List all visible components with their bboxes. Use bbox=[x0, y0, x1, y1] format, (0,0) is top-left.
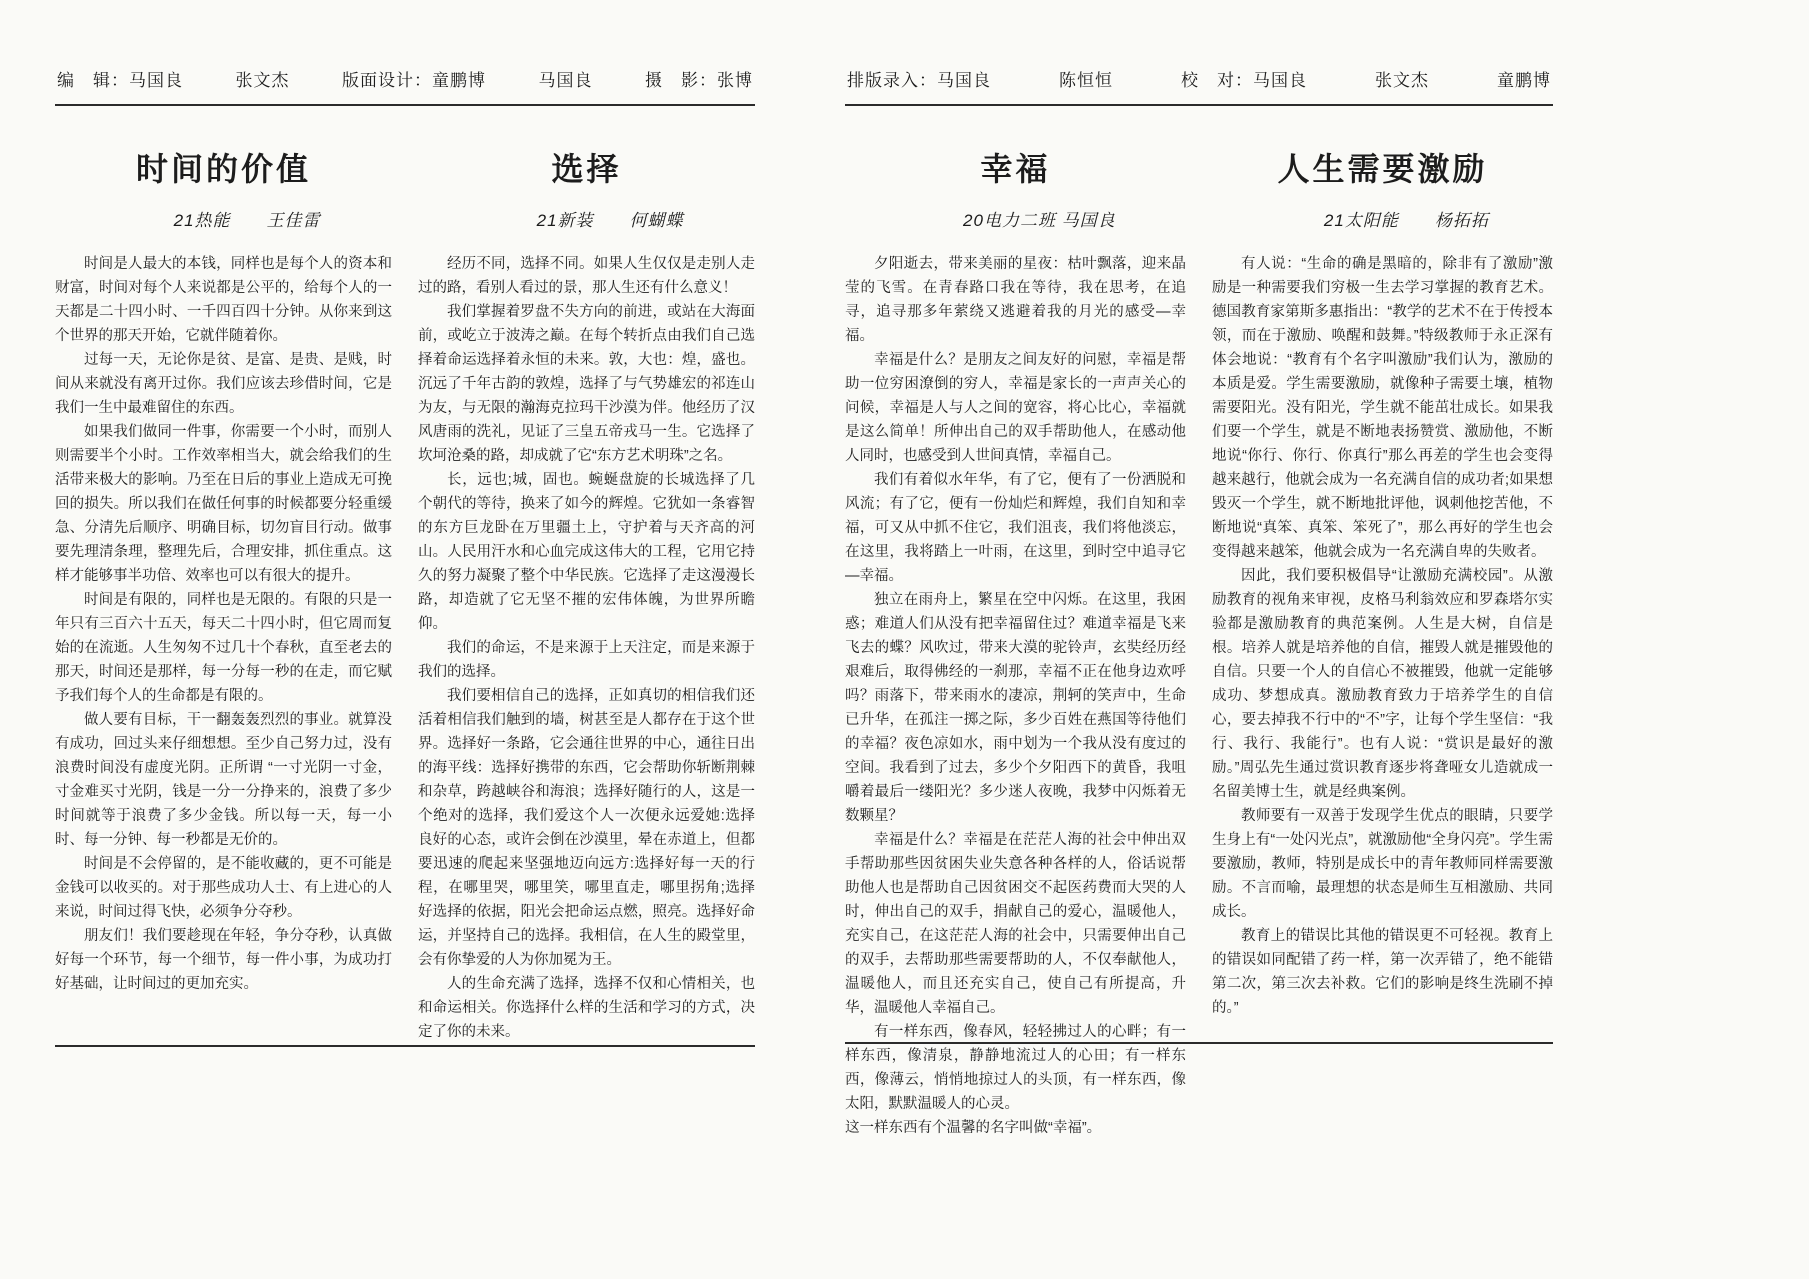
header-credit: 陈恒恒 bbox=[1059, 71, 1113, 90]
article-time-value bbox=[55, 106, 392, 1044]
paragraph: 有一样东西，像春风，轻轻拂过人的心畔；有一样东西，像清泉，静静地流过人的心田；有一样东西，像薄云，悄悄地掠过人的头顶，有一样东西，像太阳，默默温暖人的心灵。 bbox=[845, 1024, 1186, 1112]
paragraph: 教育上的错误比其他的错误更不可轻视。教育上的错误如同配错了药一样，第一次弄错了，绝不能错第二次，第三次去补救。它们的影响是终生洗刷不掉的。” bbox=[1212, 928, 1553, 1016]
article-title: 选择 bbox=[551, 151, 622, 187]
paragraph: 有人说：“生命的确是黑暗的，除非有了激励”激励是一种需要我们穷极一生去学习掌握的教育艺术。德国教育家第斯多惠指出：“教学的艺术不在于传授本领，而在于激励、唤醒和鼓舞。”特级教师于永正深有体会地说：“教育有个名字叫激励”我们认为，激励的本质是爱。学生需要激励，就像种子需要土壤，植物需要阳光。没有阳光，学生就不能茁壮成长。如果我们要一个学生，就是不断地表扬赞赏、激励他，不断地说“你行、你行、你真行”那么再差的学生也会变得越来越行，他就会成为一名充满自信的成功者;如果想毁灭一个学生，就不断地批评他，讽刺他挖苦他，不断地说“真笨、真笨、笨死了”，那么再好的学生也会变得越来越笨，他就会成为一名充满自卑的失败者。 bbox=[1212, 256, 1553, 560]
article-happiness bbox=[845, 106, 1186, 1140]
header-credit: 张文杰 bbox=[1375, 71, 1429, 90]
header-credit: 童鹏博 bbox=[1497, 71, 1551, 90]
article-title: 幸福 bbox=[980, 151, 1051, 187]
paragraph: 幸福是什么？是朋友之间友好的问慰，幸福是帮助一位穷困潦倒的穷人，幸福是家长的一声声关心的问候，幸福是人与人之间的宽容，将心比心，幸福就是这么简单！所伸出自己的双手帮助他人，在感动他人同时，也感受到人世间真情，幸福自己。 bbox=[845, 352, 1186, 464]
newspaper-page-right bbox=[845, 58, 1553, 1136]
paragraph: 教师要有一双善于发现学生优点的眼睛，只要学生身上有“一处闪光点”，就激励他“全身闪亮”。学生需要激励，教师，特别是成长中的青年教师同样需要激励。不言而喻，最理想的状态是师生互相激励、共同成长。 bbox=[1212, 808, 1553, 920]
paragraph: 做人要有目标，干一翻轰轰烈烈的事业。就算没有成功，回过头来仔细想想。至少自己努力过，没有浪费时间没有虚度光阴。正所谓 “一寸光阴一寸金，寸金难买寸光阴，钱是一分一分挣来的，浪费了多少时间就等于浪费了多少金钱。所以每一天，每一小时、每一分钟、每一秒都是无价的。 bbox=[55, 712, 392, 848]
header-credit: 张文杰 bbox=[235, 71, 290, 90]
paragraph: 幸福是什么？幸福是在茫茫人海的社会中伸出双手帮助那些因贫困失业失意各种各样的人，俗话说帮助他人也是帮助自己因贫困交不起医药费而大哭的人时，伸出自己的双手，捐献自己的爱心，温暖他人，充实自己，在这茫茫人海的社会中，只需要伸出自己的双手，去帮助那些需要帮助的人，不仅奉献他人，温暖他人，而且还充实自己，使自己有所提高，升华，温暖他人幸福自己。 bbox=[845, 832, 1186, 1016]
header-credit: 马国良 bbox=[538, 71, 593, 90]
paragraph: 经历不同，选择不同。如果人生仅仅是走别人走过的路，看别人看过的景，那人生还有什么意义！ bbox=[418, 256, 755, 296]
paragraph: 时间是不会停留的，是不能收藏的，更不可能是金钱可以收买的。对于那些成功人士、有上进心的人来说，时间过得飞快，必须争分夺秒。 bbox=[55, 856, 392, 920]
paragraph: 夕阳逝去，带来美丽的星夜：枯叶飘落，迎来晶莹的飞雪。在青春路口我在等待，我在思考，在追寻，追寻那多年萦绕又逃避着我的月光的感受—幸福。 bbox=[845, 256, 1186, 344]
header-credit: 排版录入：马国良 bbox=[847, 71, 991, 90]
article-byline: 21太阳能 杨拓拓 bbox=[1323, 211, 1489, 230]
article-title: 时间的价值 bbox=[135, 151, 311, 187]
paragraph: 人的生命充满了选择，选择不仅和心情相关，也和命运相关。你选择什么样的生活和学习的方式，决定了你的未来。 bbox=[418, 976, 755, 1040]
header-credit: 校 对：马国良 bbox=[1181, 71, 1307, 90]
paragraph: 我们的命运，不是来源于上天注定，而是来源于我们的选择。 bbox=[418, 640, 755, 680]
article-choice bbox=[418, 106, 755, 1044]
article-body bbox=[418, 252, 755, 1044]
paragraph: 我们掌握着罗盘不失方向的前进，或站在大海面前，或屹立于波涛之巅。在每个转折点由我们自己选择着命运选择着永恒的未来。敦，大也：煌，盛也。沉远了千年古韵的敦煌，选择了与气势雄宏的祁连山为友，与无限的瀚海克拉玛干沙漠为伴。他经历了汉风唐雨的洗礼，见证了三皇五帝戎马一生。它选择了坎坷沧桑的路，却成就了它“东方艺术明珠”之名。 bbox=[418, 304, 755, 464]
header-credit: 摄 影：张博 bbox=[645, 71, 753, 90]
paragraph: 长，远也;城，固也。蜿蜒盘旋的长城选择了几个朝代的等待，换来了如今的辉煌。它犹如一条睿智的东方巨龙卧在万里疆土上，守护着与天齐高的河山。人民用汗水和心血完成这伟大的工程，它用它持久的努力凝聚了整个中华民族。它选择了走这漫漫长路，却造就了它无坚不摧的宏伟体魄，为世界所瞻仰。 bbox=[418, 472, 755, 632]
header-credit: 版面设计：童鹏博 bbox=[342, 71, 486, 90]
paragraph: 如果我们做同一件事，你需要一个小时，而别人则需要半个小时。工作效率相当大，就会给我们的生活带来极大的影响。乃至在日后的事业上造成无可挽回的损失。所以我们在做任何事的时候都要分轻重缓急、分清先后顺序、明确目标，切勿盲目行动。做事要先理清条理，整理先后，合理安排，抓住重点。这样才能够事半功倍、效率也可以有很大的提升。 bbox=[55, 424, 392, 584]
paragraph: 我们有着似水年华，有了它，便有了一份洒脱和风流；有了它，便有一份灿烂和辉煌，我们自知和幸福，可又从中抓不住它，我们沮丧，我们将他淡忘，在这里，我将踏上一叶雨，在这里，到时空中追寻它—幸福。 bbox=[845, 472, 1186, 584]
article-title: 人生需要激励 bbox=[1277, 151, 1488, 187]
newspaper-page-left bbox=[55, 58, 755, 1047]
header-credit: 编 辑：马国良 bbox=[57, 71, 183, 90]
article-life-needs-motivation bbox=[1212, 106, 1553, 1140]
paragraph: 这一样东西有个温馨的名字叫做“幸福”。 bbox=[845, 1120, 1102, 1136]
paragraph: 独立在雨舟上，繁星在空中闪烁。在这里，我困惑；难道人们从没有把幸福留住过？难道幸福是飞来飞去的蝶？风吹过，带来大漠的驼铃声，玄奘经历经艰难后，取得佛经的一刹那，幸福不正在他身边欢呼吗？雨落下，带来雨水的凄凉，荆轲的笑声中，生命已升华，在孤注一掷之际，多少百姓在燕国等待他们的幸福？夜色凉如水，雨中划为一个我从没有度过的空间。我看到了过去，多少个夕阳西下的黄昏，我咀嚼着最后一缕阳光？多少迷人夜晚，我梦中闪烁着无数颗星？ bbox=[845, 592, 1186, 824]
paragraph: 过每一天，无论你是贫、是富、是贵、是贱，时间从来就没有离开过你。我们应该去珍借时间，它是我们一生中最难留住的东西。 bbox=[55, 352, 392, 416]
paragraph: 朋友们！我们要趁现在年轻，争分夺秒，认真做好每一个环节，每一个细节，每一件小事，为成功打好基础，让时间过的更加充实。 bbox=[55, 928, 392, 992]
columns-left bbox=[55, 106, 755, 1044]
article-body bbox=[1212, 252, 1553, 1020]
columns-right bbox=[845, 106, 1553, 1140]
paragraph: 时间是有限的，同样也是无限的。有限的只是一年只有三百六十五天，每天二十四小时，但它周而复始的在流逝。人生匆匆不过几十个春秋，直至老去的那天，时间还是那样，每一分每一秒的在走，而它赋予我们每个人的生命都是有限的。 bbox=[55, 592, 392, 704]
paragraph: 时间是人最大的本钱，同样也是每个人的资本和财富，时间对每个人来说都是公平的，给每个人的一天都是二十四小时、一千四百四十分钟。从你来到这个世界的那天开始，它就伴随着你。 bbox=[55, 256, 392, 344]
article-byline: 21新装 何蝴蝶 bbox=[536, 211, 684, 230]
article-byline: 20电力二班 马国良 bbox=[963, 211, 1116, 230]
article-body bbox=[55, 252, 392, 996]
paragraph: 因此，我们要积极倡导“让激励充满校园”。从激励教育的视角来审视，皮格马利翁效应和罗森塔尔实验都是激励教育的典范案例。人生是大树，自信是根。培养人就是培养他的自信，摧毁人就是摧毁他的自信。只要一个人的自信心不被摧毁，他就一定能够成功、梦想成真。激励教育致力于培养学生的自信心，要去掉我不行中的“不”字，让每个学生坚信：“我行、我行、我能行”。也有人说：“赏识是最好的激励。”周弘先生通过赏识教育逐步将聋哑女儿造就成一名留美博士生，就是经典案例。 bbox=[1212, 568, 1553, 800]
article-body bbox=[845, 252, 1186, 1140]
page-header-right bbox=[845, 58, 1553, 106]
article-byline: 21热能 王佳雷 bbox=[173, 211, 321, 230]
page-header-left bbox=[55, 58, 755, 106]
paragraph: 我们要相信自己的选择，正如真切的相信我们还活着相信我们触到的墙，树甚至是人都存在于这个世界。选择好一条路，它会通往世界的中心，通往日出的海平线：选择好携带的东西，它会帮助你斩断荆棘和杂草，跨越峡谷和海浪；选择好随行的人，这是一个绝对的选择，我们爱这个人一次便永远爱她:选择良好的心态，或许会倒在沙漠里，晕在赤道上，但都要迅速的爬起来坚强地迈向远方:选择好每一天的行程，在哪里哭，哪里笑，哪里直走，哪里拐角;选择好选择的依据，阳光会把命运点燃，照亮。选择好命运，并坚持自己的选择。我相信，在人生的殿堂里，会有你挚爱的人为你加冕为王。 bbox=[418, 688, 755, 968]
